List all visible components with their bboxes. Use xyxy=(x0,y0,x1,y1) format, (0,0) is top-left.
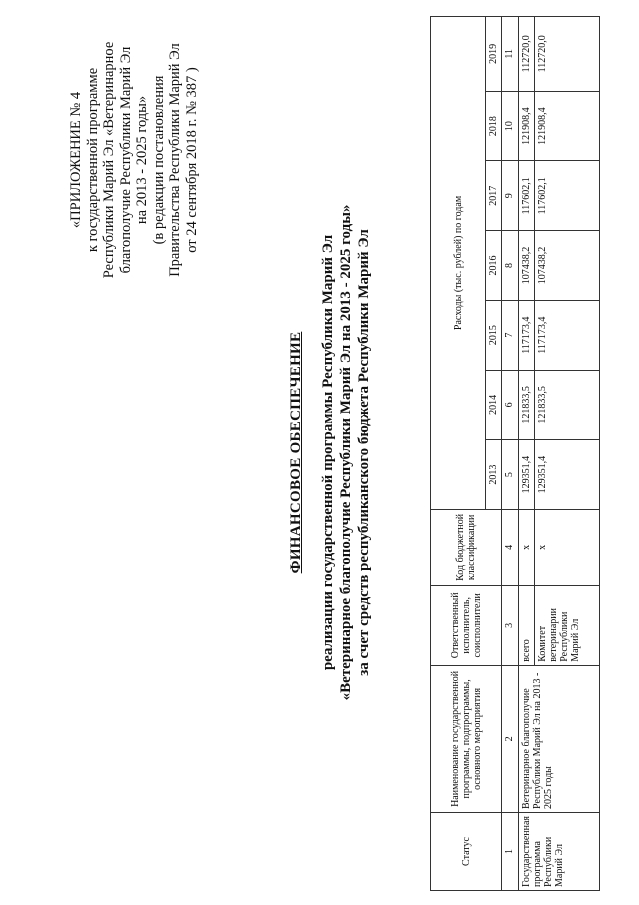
column-index: 10 xyxy=(502,91,519,161)
appendix-line: Правительства Республики Марий Эл xyxy=(167,43,183,277)
document-title: ФИНАНСОВОЕ ОБЕСПЕЧЕНИЕ xyxy=(288,331,304,574)
header-year: 2014 xyxy=(486,370,502,440)
column-index: 2 xyxy=(502,665,519,812)
column-index: 6 xyxy=(502,370,519,440)
header-year: 2019 xyxy=(486,17,502,92)
cell-name: Ветеринарное благополучие Республики Марий Эл на 2013 - 2025 годы xyxy=(519,665,600,812)
column-index: 8 xyxy=(502,231,519,301)
column-index: 5 xyxy=(502,440,519,510)
column-index: 11 xyxy=(502,17,519,92)
document-subtitle-line: реализации государственной программы Республики Марий Эл xyxy=(320,234,336,671)
appendix-block xyxy=(68,15,200,305)
document-subtitle-line: за счет средств республиканского бюджета Республики Марий Эл xyxy=(356,229,372,676)
appendix-line: Республики Марий Эл «Ветеринарное xyxy=(101,41,117,279)
table-row xyxy=(519,17,535,891)
cell-value: 107438,2 xyxy=(535,231,600,301)
cell-value: 121833,5 xyxy=(535,370,600,440)
header-year: 2017 xyxy=(486,161,502,231)
header-name: Наименование государственной программы, подпрограммы, основного мероприятия xyxy=(431,665,502,812)
cell-code: x xyxy=(519,509,535,585)
column-index: 3 xyxy=(502,585,519,665)
cell-value: 112720,0 xyxy=(519,17,535,92)
cell-executor: всего xyxy=(519,585,535,665)
appendix-line: к государственной программе xyxy=(84,67,101,253)
cell-value: 121908,4 xyxy=(519,91,535,161)
header-year: 2016 xyxy=(486,231,502,301)
appendix-line: (в редакции постановления xyxy=(150,75,167,245)
appendix-line: от 24 сентября 2018 г. № 387 ) xyxy=(183,67,200,253)
header-expenses: Расходы (тыс. рублей) по годам xyxy=(431,17,486,510)
column-index: 4 xyxy=(502,509,519,585)
financing-table xyxy=(430,16,600,891)
document-subtitle-line: «Ветеринарное благополучие Республики Марий Эл на 2013 - 2025 годы» xyxy=(338,204,354,701)
header-year: 2018 xyxy=(486,91,502,161)
column-index: 1 xyxy=(502,812,519,890)
header-year: 2015 xyxy=(486,300,502,370)
header-executor: Ответственный исполнитель, соисполнители xyxy=(431,585,502,665)
appendix-line: благополучие Республики Марий Эл xyxy=(117,46,134,274)
cell-code: x xyxy=(535,509,600,585)
column-index: 7 xyxy=(502,300,519,370)
cell-value: 117602,1 xyxy=(519,161,535,231)
column-index-row xyxy=(502,17,519,891)
cell-value: 121833,5 xyxy=(519,370,535,440)
cell-executor: Комитет ветеринарии Республики Марий Эл xyxy=(535,585,600,665)
cell-value: 117602,1 xyxy=(535,161,600,231)
header-status: Статус xyxy=(431,812,502,890)
cell-value: 129351,4 xyxy=(519,440,535,510)
header-year: 2013 xyxy=(486,440,502,510)
header-row xyxy=(431,17,486,891)
cell-value: 112720,0 xyxy=(535,17,600,92)
cell-value: 117173,4 xyxy=(519,300,535,370)
document-heading xyxy=(288,0,373,905)
cell-value: 117173,4 xyxy=(535,300,600,370)
column-index: 9 xyxy=(502,161,519,231)
cell-value: 121908,4 xyxy=(535,91,600,161)
header-code: Код бюджетной классификации xyxy=(431,509,502,585)
cell-value: 107438,2 xyxy=(519,231,535,301)
cell-status: Государственная программа Республики Марий Эл xyxy=(519,812,600,890)
appendix-line: на 2013 - 2025 годы» xyxy=(134,95,150,225)
appendix-line: «ПРИЛОЖЕНИЕ № 4 xyxy=(68,91,84,229)
cell-value: 129351,4 xyxy=(535,440,600,510)
